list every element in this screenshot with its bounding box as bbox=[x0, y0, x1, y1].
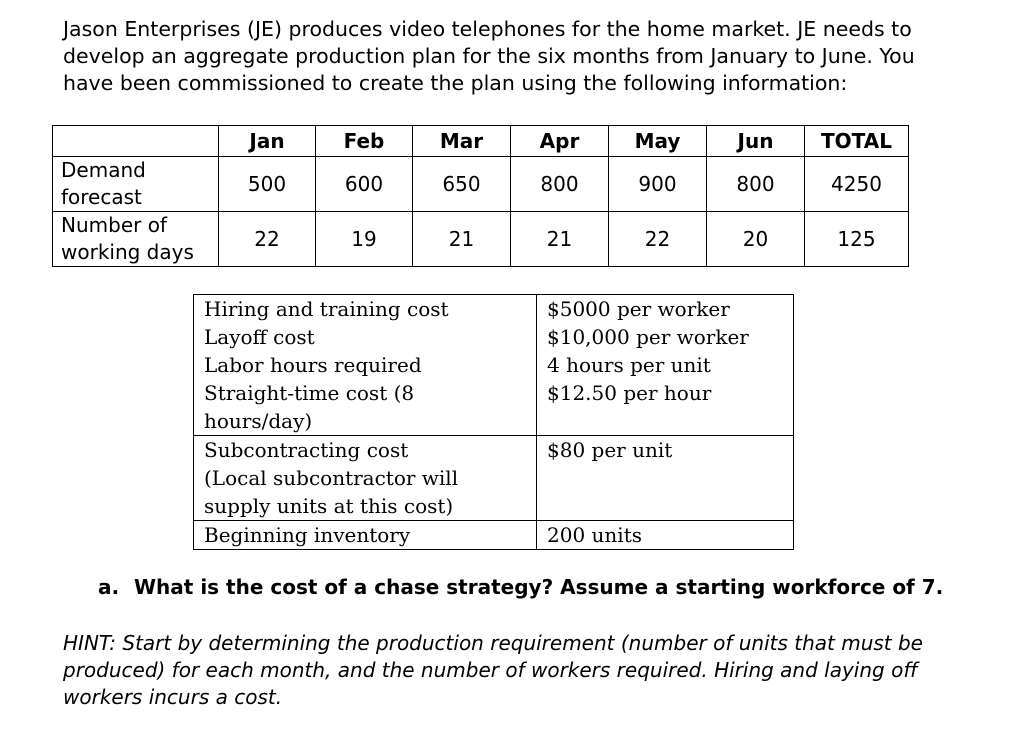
cost-label: Labor hours required bbox=[194, 351, 537, 379]
hint-paragraph: HINT: Start by determining the production requirement (number of units that must be produced) for each month, and the number of workers required. Hiring and laying off workers incurs a cost. bbox=[63, 631, 923, 709]
table-cell: 22 bbox=[219, 212, 316, 267]
header-cell: Jan bbox=[219, 126, 316, 157]
header-corner bbox=[53, 126, 219, 157]
question-number: a. bbox=[98, 575, 120, 599]
table-cell: 800 bbox=[511, 157, 609, 212]
table-row bbox=[194, 351, 794, 379]
table-cell: 4250 bbox=[805, 157, 909, 212]
table-cell: 21 bbox=[413, 212, 511, 267]
table-cell: 650 bbox=[413, 157, 511, 212]
header-cell: Mar bbox=[413, 126, 511, 157]
cost-label: Straight-time cost (8 hours/day) bbox=[194, 379, 537, 436]
table-cell: 20 bbox=[707, 212, 805, 267]
header-cell: TOTAL bbox=[805, 126, 909, 157]
table-cell: 125 bbox=[805, 212, 909, 267]
table-cell: 600 bbox=[316, 157, 413, 212]
table-row bbox=[53, 157, 909, 212]
cost-value: $10,000 per worker bbox=[537, 323, 794, 351]
cost-table bbox=[193, 294, 794, 550]
cost-value: 200 units bbox=[537, 521, 794, 550]
table-row bbox=[194, 436, 794, 521]
table-cell: 19 bbox=[316, 212, 413, 267]
table-cell: 800 bbox=[707, 157, 805, 212]
cost-label: Hiring and training cost bbox=[194, 295, 537, 324]
cost-label: Subcontracting cost (Local subcontractor will supply units at this cost) bbox=[194, 436, 537, 521]
table-row bbox=[194, 323, 794, 351]
table-cell: 900 bbox=[609, 157, 707, 212]
question-text: What is the cost of a chase strategy? Assume a starting workforce of 7. bbox=[134, 575, 944, 599]
table-cell: 500 bbox=[219, 157, 316, 212]
intro-paragraph: Jason Enterprises (JE) produces video telephones for the home market. JE needs to develop an aggregate production plan for the six months from January to June. You have been commissioned to create the plan using the following information: bbox=[63, 17, 915, 95]
table-row bbox=[194, 379, 794, 436]
cost-value: 4 hours per unit bbox=[537, 351, 794, 379]
header-cell: Jun bbox=[707, 126, 805, 157]
table-row bbox=[53, 212, 909, 267]
cost-value: $5000 per worker bbox=[537, 295, 794, 324]
row-label: Demand forecast bbox=[53, 157, 219, 212]
cost-value: $12.50 per hour bbox=[537, 379, 794, 436]
header-row bbox=[53, 126, 909, 157]
header-cell: May bbox=[609, 126, 707, 157]
row-label: Number of working days bbox=[53, 212, 219, 267]
header-cell: Apr bbox=[511, 126, 609, 157]
table-row bbox=[194, 521, 794, 550]
header-cell: Feb bbox=[316, 126, 413, 157]
question bbox=[98, 575, 943, 599]
cost-label: Beginning inventory bbox=[194, 521, 537, 550]
demand-table bbox=[52, 125, 909, 267]
table-row bbox=[194, 295, 794, 324]
table-cell: 21 bbox=[511, 212, 609, 267]
cost-value: $80 per unit bbox=[537, 436, 794, 521]
cost-label: Layoff cost bbox=[194, 323, 537, 351]
table-cell: 22 bbox=[609, 212, 707, 267]
